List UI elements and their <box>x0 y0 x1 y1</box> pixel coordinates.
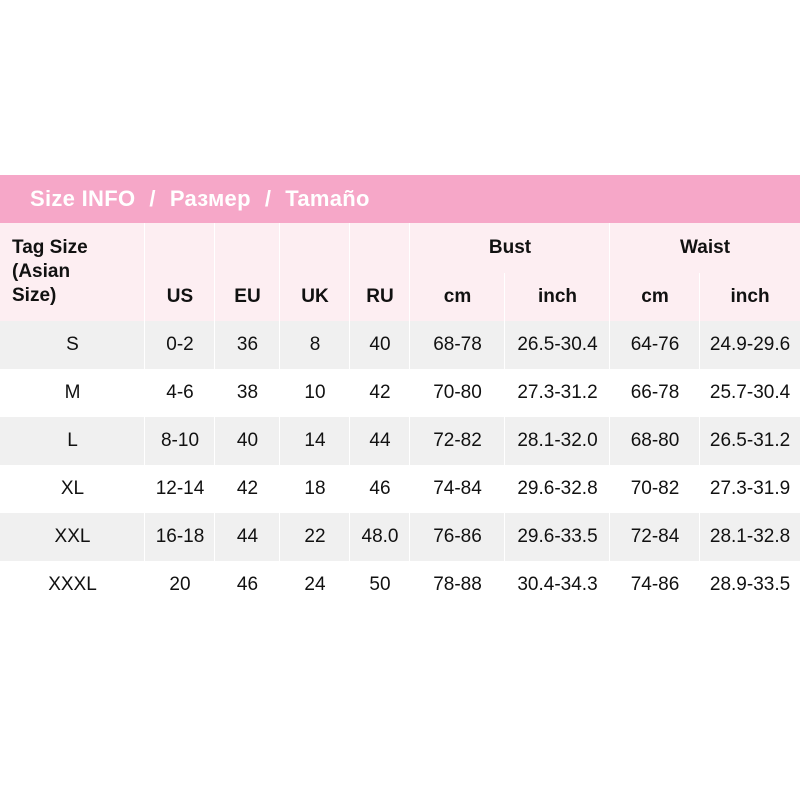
cell-eu: 36 <box>215 321 280 369</box>
cell-bust-inch: 30.4-34.3 <box>505 561 610 609</box>
cell-bust-inch: 27.3-31.2 <box>505 369 610 417</box>
cell-waist-inch: 26.5-31.2 <box>700 417 800 465</box>
cell-us: 20 <box>145 561 215 609</box>
cell-uk: 18 <box>280 465 350 513</box>
cell-bust-cm: 74-84 <box>410 465 505 513</box>
header-bust-cm: cm <box>410 273 505 321</box>
cell-us: 0-2 <box>145 321 215 369</box>
header-ru-blank <box>350 223 410 273</box>
cell-us: 16-18 <box>145 513 215 561</box>
cell-eu: 46 <box>215 561 280 609</box>
cell-tag: XXL <box>0 513 145 561</box>
table-row <box>0 513 800 561</box>
cell-waist-inch: 28.9-33.5 <box>700 561 800 609</box>
cell-waist-cm: 66-78 <box>610 369 700 417</box>
cell-bust-inch: 29.6-32.8 <box>505 465 610 513</box>
cell-tag: S <box>0 321 145 369</box>
header-waist-cm: cm <box>610 273 700 321</box>
title-russian: Размер <box>169 186 251 211</box>
size-chart-container <box>0 175 800 609</box>
table-row <box>0 417 800 465</box>
table-row <box>0 369 800 417</box>
cell-uk: 14 <box>280 417 350 465</box>
header-waist-inch: inch <box>700 273 800 321</box>
table-row <box>0 321 800 369</box>
cell-bust-cm: 70-80 <box>410 369 505 417</box>
table-title-row <box>0 175 800 223</box>
header-ru: RU <box>350 273 410 321</box>
header-us: US <box>145 273 215 321</box>
cell-eu: 38 <box>215 369 280 417</box>
cell-ru: 46 <box>350 465 410 513</box>
cell-waist-cm: 64-76 <box>610 321 700 369</box>
header-uk: UK <box>280 273 350 321</box>
cell-us: 4-6 <box>145 369 215 417</box>
cell-waist-cm: 74-86 <box>610 561 700 609</box>
table-row <box>0 465 800 513</box>
header-tag-size-line1: Tag Size <box>12 237 88 259</box>
cell-ru: 40 <box>350 321 410 369</box>
cell-bust-cm: 76-86 <box>410 513 505 561</box>
cell-uk: 10 <box>280 369 350 417</box>
table-row <box>0 561 800 609</box>
header-tag-size-line2: (Asian <box>12 261 71 283</box>
cell-uk: 24 <box>280 561 350 609</box>
title-main: Size INFO <box>30 186 136 211</box>
cell-waist-inch: 28.1-32.8 <box>700 513 800 561</box>
table-body <box>0 321 800 609</box>
cell-bust-cm: 72-82 <box>410 417 505 465</box>
cell-ru: 48.0 <box>350 513 410 561</box>
cell-eu: 40 <box>215 417 280 465</box>
header-tag-size-line3: Size) <box>12 284 57 306</box>
cell-us: 8-10 <box>145 417 215 465</box>
cell-bust-inch: 29.6-33.5 <box>505 513 610 561</box>
header-eu: EU <box>215 273 280 321</box>
table-title-cell <box>0 175 800 223</box>
cell-waist-cm: 72-84 <box>610 513 700 561</box>
cell-uk: 8 <box>280 321 350 369</box>
header-tag-size <box>0 223 145 321</box>
cell-tag: XXXL <box>0 561 145 609</box>
cell-waist-cm: 68-80 <box>610 417 700 465</box>
cell-bust-cm: 78-88 <box>410 561 505 609</box>
cell-tag: XL <box>0 465 145 513</box>
header-us-blank <box>145 223 215 273</box>
cell-us: 12-14 <box>145 465 215 513</box>
cell-waist-inch: 25.7-30.4 <box>700 369 800 417</box>
header-group-row <box>0 223 800 273</box>
cell-tag: L <box>0 417 145 465</box>
cell-eu: 42 <box>215 465 280 513</box>
cell-waist-cm: 70-82 <box>610 465 700 513</box>
cell-waist-inch: 24.9-29.6 <box>700 321 800 369</box>
cell-tag: M <box>0 369 145 417</box>
header-eu-blank <box>215 223 280 273</box>
header-bust: Bust <box>410 223 610 273</box>
title-separator-1: / <box>149 186 156 211</box>
title-spanish: Tamaño <box>285 186 370 211</box>
cell-waist-inch: 27.3-31.9 <box>700 465 800 513</box>
title-separator-2: / <box>264 186 272 211</box>
cell-bust-cm: 68-78 <box>410 321 505 369</box>
header-waist: Waist <box>610 223 800 273</box>
header-uk-blank <box>280 223 350 273</box>
cell-bust-inch: 26.5-30.4 <box>505 321 610 369</box>
cell-ru: 42 <box>350 369 410 417</box>
table-title <box>0 186 800 212</box>
cell-ru: 44 <box>350 417 410 465</box>
size-info-table <box>0 175 800 609</box>
header-bust-inch: inch <box>505 273 610 321</box>
cell-uk: 22 <box>280 513 350 561</box>
cell-eu: 44 <box>215 513 280 561</box>
cell-bust-inch: 28.1-32.0 <box>505 417 610 465</box>
cell-ru: 50 <box>350 561 410 609</box>
